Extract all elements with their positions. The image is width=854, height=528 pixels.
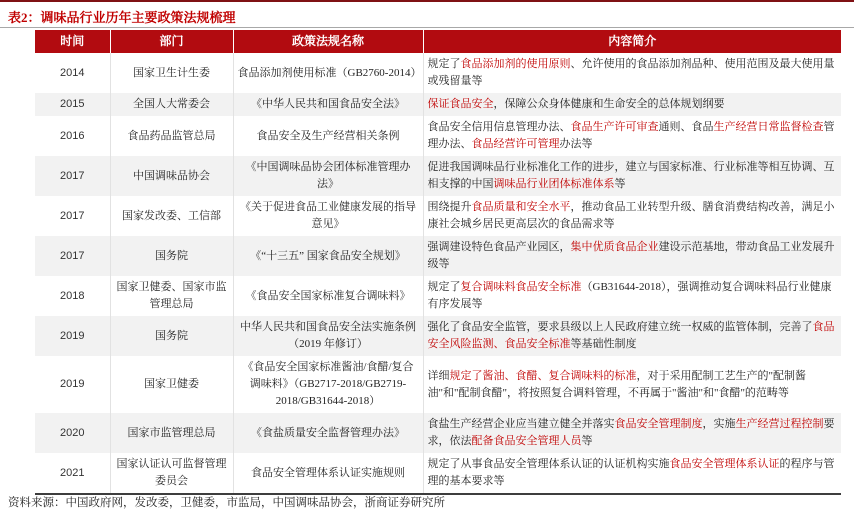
summary-text: 、允许使用的食品添加剂品种、使用范围及最大使用量或残留量等	[427, 58, 835, 87]
table-row	[35, 236, 841, 276]
summary-highlight: 食品质量和安全水平	[471, 201, 571, 213]
department-cell: 国务院	[110, 316, 233, 356]
source-note: 资料来源：中国政府网，发改委，卫健委，市监局，中国调味品协会，浙商证券研究所	[8, 497, 445, 509]
policy-name-cell: 《关于促进食品工业健康发展的指导意见》	[233, 196, 423, 236]
policy-name-cell: 中华人民共和国食品安全法实施条例（2019 年修订）	[233, 316, 423, 356]
year-cell: 2016	[60, 129, 85, 142]
table-row	[35, 93, 841, 116]
summary-cell	[423, 116, 841, 156]
summary-highlight: 保证食品安全	[427, 98, 494, 110]
summary-cell	[423, 196, 841, 236]
department-cell: 中国调味品协会	[110, 156, 233, 196]
department-cell: 全国人大常委会	[110, 93, 233, 116]
year-cell: 2021	[60, 466, 85, 479]
department-cell: 国家卫健委、国家市监管理总局	[110, 276, 233, 316]
summary-text: 要求，依法	[427, 418, 835, 447]
policy-name-cell: 食品安全及生产经营相关条例	[233, 116, 423, 156]
policy-name-cell: 食品添加剂使用标准（GB2760-2014）	[233, 53, 423, 93]
policy-name-cell: 《中国调味品协会团体标准管理办法》	[233, 156, 423, 196]
table-row	[35, 316, 841, 356]
summary-highlight: 生产经营日常监督检查	[713, 121, 824, 133]
summary-text: 强调建设特色食品产业园区，	[427, 241, 571, 253]
summary-cell	[423, 236, 841, 276]
summary-text: ，实施	[702, 418, 736, 430]
summary-text: 等	[614, 178, 626, 190]
policy-table	[35, 30, 841, 495]
summary-text: 建设示范基地，带动食品工业发展升级等	[427, 241, 835, 270]
summary-text: 的程序与管理的基本要求等	[427, 458, 835, 487]
policy-name-cell: 《中华人民共和国食品安全法》	[233, 93, 423, 116]
department-cell: 国务院	[110, 236, 233, 276]
title-divider	[0, 27, 854, 28]
summary-highlight: 配备食品安全管理人员	[471, 435, 582, 447]
year-cell: 2017	[35, 236, 110, 276]
summary-text: 规定了	[427, 58, 461, 70]
table-row	[35, 356, 841, 413]
column-header-department: 部门	[110, 30, 233, 53]
summary-text: ，推动食品工业转型升级、膳食消费结构改善，满足小康社会城乡居民更高层次的食品需求等	[427, 201, 835, 230]
summary-cell	[423, 316, 841, 356]
policy-name-cell: 食品安全管理体系认证实施规则	[233, 453, 423, 494]
policy-name-cell: 《食品安全国家标准酱油/食醋/复合调味料》（GB2717-2018/GB2719-2018/GB31644-2018）	[233, 356, 423, 413]
department-cell: 国家卫生计生委	[110, 53, 233, 93]
year-cell: 2017	[60, 209, 85, 222]
year-cell: 2018	[60, 289, 85, 302]
table-row	[35, 453, 841, 494]
summary-text: 通则、食品	[658, 121, 714, 133]
summary-text: 促进我国调味品行业标准化工作的进步，建立与国家标准、行业标准等相互协调、互相支撑的中国	[427, 161, 835, 190]
policy-name-cell: 《“十三五” 国家食品安全规划》	[233, 236, 423, 276]
table-row	[35, 116, 841, 156]
summary-highlight: 食品安全管理体系认证	[669, 458, 780, 470]
summary-highlight: 生产经营过程控制	[735, 418, 824, 430]
year-cell: 2017	[35, 156, 110, 196]
year-cell: 2020	[35, 413, 110, 453]
page-title: 表2：调味品行业历年主要政策法规梳理	[8, 10, 236, 25]
summary-text: 管理办法、	[427, 121, 835, 150]
summary-text: 规定了	[427, 281, 461, 293]
summary-cell	[423, 413, 841, 453]
summary-highlight: 食品生产许可审查	[570, 121, 659, 133]
year-cell: 2019	[35, 316, 110, 356]
table-row	[35, 156, 841, 196]
summary-highlight: 食品安全管理制度	[614, 418, 703, 430]
summary-highlight: 复合调味料食品安全标准	[460, 281, 582, 293]
summary-text: 围绕提升	[427, 201, 472, 213]
summary-text: 强化了食品安全监管，要求县级以上人民政府建立统一权威的监管体制，完善了	[427, 321, 813, 333]
summary-highlight: 食品添加剂的使用原则	[460, 58, 571, 70]
year-cell: 2014	[60, 66, 85, 79]
table-row	[35, 53, 841, 93]
summary-text: ，对于采用配制工艺生产的"配制酱油"和"配制食醋"，将按照复合调料管理，不再属于"酱油"和"食醋"的范畴等	[427, 369, 806, 399]
summary-cell	[423, 276, 841, 316]
policy-name-cell: 《食盐质量安全监督管理办法》	[233, 413, 423, 453]
department-cell: 食品药品监管总局	[110, 116, 233, 156]
summary-cell	[423, 53, 841, 93]
department-cell: 国家卫健委	[110, 356, 233, 413]
summary-cell	[423, 356, 841, 413]
summary-highlight: 食品经营许可管理	[471, 138, 560, 150]
summary-text: ，保障公众身体健康和生命安全的总体规划纲要	[493, 98, 725, 110]
column-header-summary: 内容简介	[423, 30, 841, 53]
summary-highlight: 规定了酱油、食醋、复合调味料的标准	[449, 369, 637, 382]
table-row	[35, 196, 841, 236]
summary-text: 详细	[427, 369, 450, 382]
table-row	[35, 413, 841, 453]
top-rule	[0, 0, 854, 2]
summary-text: 等	[581, 435, 593, 447]
department-cell: 国家认证认可监督管理委员会	[110, 453, 233, 494]
summary-text: 办法等	[559, 138, 593, 150]
summary-text: （GB31644-2018），强调推动复合调味料品行业健康有序发展等	[427, 281, 832, 310]
table-header-row	[35, 30, 841, 53]
column-header-policy-name: 政策法规名称	[233, 30, 423, 53]
summary-text: 食盐生产经营企业应当建立健全并落实	[427, 418, 615, 430]
summary-text: 等基础性制度	[570, 338, 637, 350]
year-cell: 2015	[35, 93, 110, 116]
summary-cell	[423, 453, 841, 494]
summary-cell	[423, 156, 841, 196]
policy-name-cell: 《食品安全国家标准复合调味料》	[233, 276, 423, 316]
table-row	[35, 276, 841, 316]
summary-highlight: 集中优质食品企业	[570, 241, 659, 253]
summary-highlight: 食品安全风险监测、食品安全标准	[427, 321, 835, 350]
summary-text: 规定了从事食品安全管理体系认证的认证机构实施	[427, 458, 670, 470]
summary-highlight: 调味品行业团体标准体系	[493, 178, 615, 190]
department-cell: 国家市监管理总局	[110, 413, 233, 453]
table-header	[35, 30, 841, 53]
summary-text: 食品安全信用信息管理办法、	[427, 121, 571, 133]
summary-cell	[423, 93, 841, 116]
year-cell: 2019	[60, 378, 85, 390]
column-header-time: 时间	[35, 30, 110, 53]
department-cell: 国家发改委、工信部	[110, 196, 233, 236]
table-body	[35, 53, 841, 494]
